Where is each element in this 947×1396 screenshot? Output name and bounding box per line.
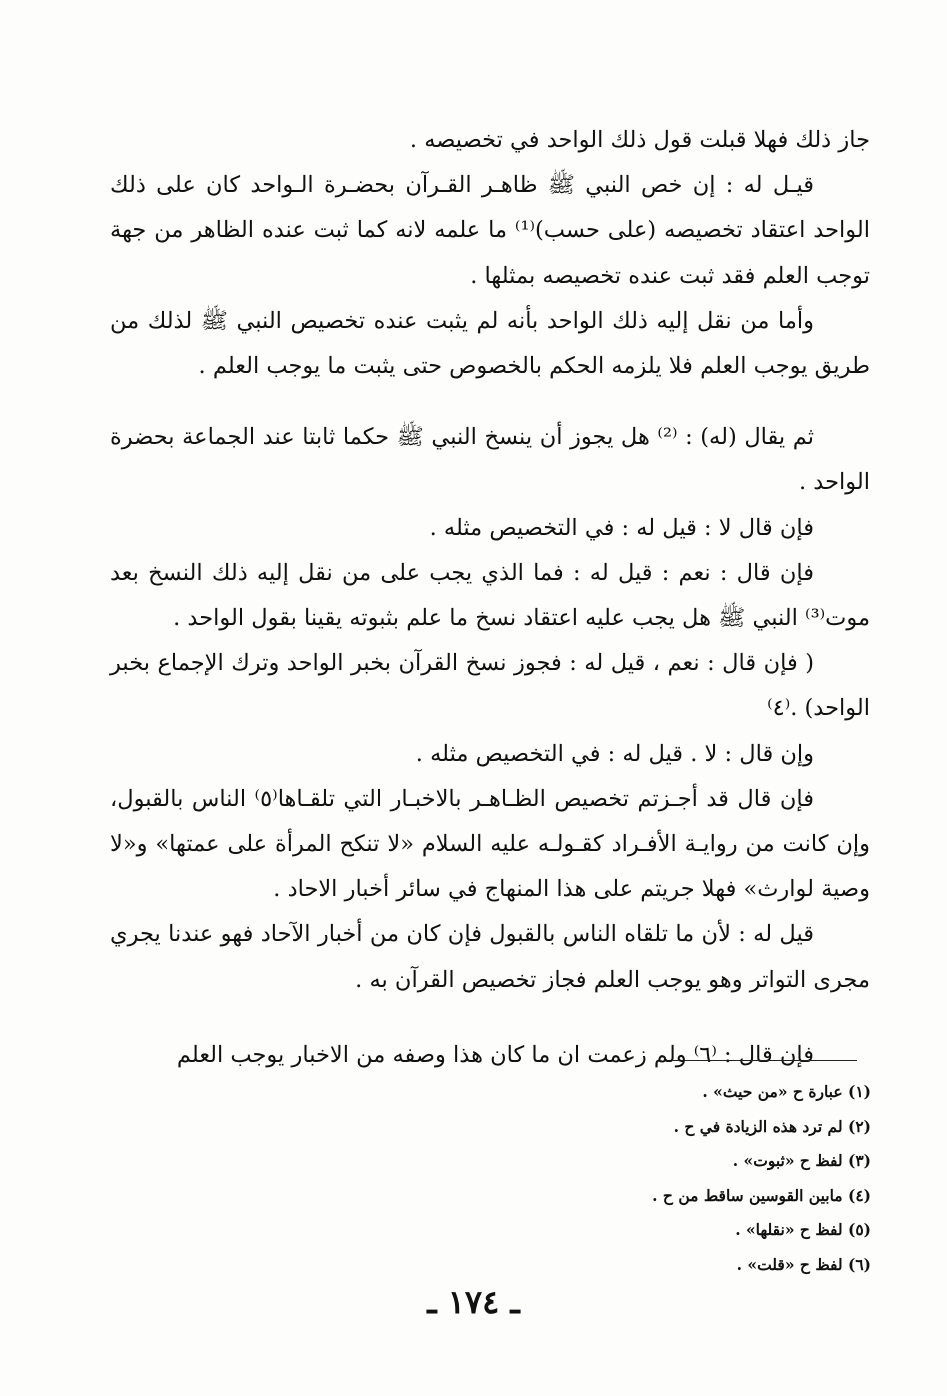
footnotes (551, 1075, 871, 1282)
footnote-separator (673, 1060, 857, 1061)
paragraph: قيل له : لأن ما تلقاه الناس بالقبول فإن كان من أخبار الآحاد فهو عندنا يجري مجرى التواتر وهو يوجب العلم فجاز تخصيص القرآن به . (110, 921, 870, 993)
paragraph: ( فإن قال : نعم ، قيل له : فجوز نسخ القرآن بخبر الواحد وترك الإجماع بخبر الواحد) .⁽٤⁾ (110, 650, 870, 722)
paragraph: فإن قال : ⁽٦⁾ ولم زعمت ان ما كان هذا وصفه من الاخبار يوجب العلم (176, 1041, 814, 1068)
footnote: (١) عبارة ح «من حيث» . (702, 1082, 871, 1101)
page-number: ـ ١٧٤ ـ (427, 1283, 520, 1321)
footnote: (٢) لم ترد هذه الزيادة في ح . (673, 1116, 871, 1136)
footnote: (٤) مابين القوسين ساقط من ح . (652, 1185, 871, 1205)
footnote: (٥) لفظ ح «نقلها» . (735, 1220, 871, 1239)
paragraph-gap (110, 389, 870, 415)
footnote: (٣) لفظ ح «ثبوت» . (732, 1151, 871, 1170)
paragraph: ثم يقال (له) : ⁽²⁾ هل يجوز أن ينسخ النبي ﷺ حكما ثابتا عند الجماعة بحضرة الواحد . (110, 424, 870, 496)
body-text (110, 118, 870, 1078)
paragraph: فإن قال : نعم : قيل له : فما الذي يجب على من نقل إليه ذلك النسخ بعد موت⁽³⁾ النبي ﷺ هل يجب عليه اعتقاد نسخ ما علم بثبوته يقينا بقول الواحد . (110, 559, 870, 632)
paragraph: فإن قال قد أجـزتم تخصيص الظـاهـر بالاخبـار التي تلقـاها⁽٥⁾ الناس بالقبول، وإن كانت من روايـة الأفـراد كقـولـه عليه السلام «لا تنكح المرأة على عمتها» و«لا وصية لوارث» فهلا جريتم على هذا المنهاج في سائر أخبار الاحاد . (110, 785, 870, 903)
paragraph: وإن قال : لا . قيل له : في التخصيص مثله . (415, 740, 814, 767)
paragraph: قيـل له : إن خص النبي ﷺ ظاهـر القـرآن بحضـرة الـواحد كان على ذلك الواحد اعتقاد تخصيصه (على حسب)⁽¹⁾ ما علمه لانه كما ثبت عنده الظاهر من جهة توجب العلم فقد ثبت عنده تخصيصه بمثلها . (110, 172, 870, 289)
footnote: (٦) لفظ ح «قلت» . (736, 1254, 871, 1274)
paragraph-gap (110, 1003, 870, 1033)
paragraph: جاز ذلك فهلا قبلت قول ذلك الواحد في تخصيصه . (409, 127, 870, 153)
paragraph: وأما من نقل إليه ذلك الواحد بأنه لم يثبت عنده تخصيص النبي ﷺ لذلك من طريق يوجب العلم فلا يلزمه الحكم بالخصوص حتى يثبت ما يوجب العلم . (110, 307, 870, 380)
paragraph: فإن قال لا : قيل له : في التخصيص مثله . (429, 514, 814, 541)
